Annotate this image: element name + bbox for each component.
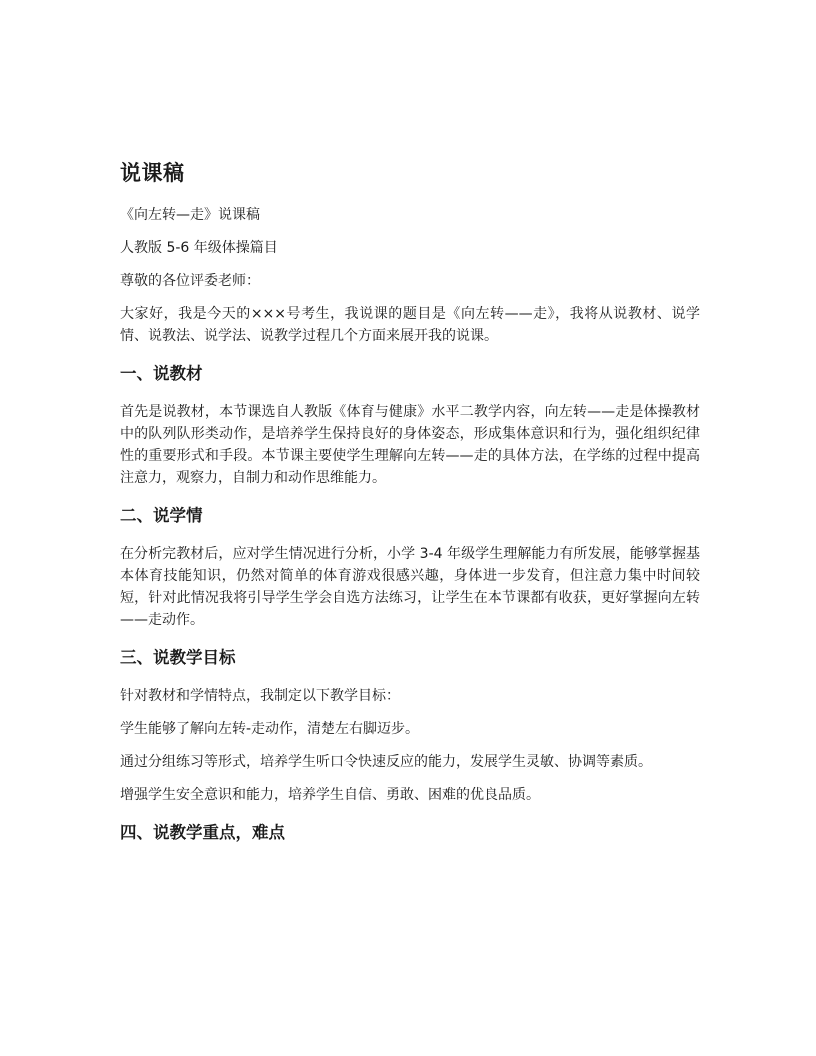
- section-heading-textbook: 一、说教材: [120, 364, 203, 383]
- section-paragraph: 首先是说教材，本节课选自人教版《体育与健康》水平二教学内容，向左转——走是体操教材中的队列队形类动作，是培养学生保持良好的身体姿态，形成集体意识和行为，强化组织纪律性的重要形式和手段。本节课主要使学生理解向左转——走的具体方法，在学练的过程中提高注意力，观察力，自制力和动作思维能力。: [120, 404, 700, 486]
- document-title: 说课稿: [120, 161, 185, 185]
- section-paragraph: 在分析完教材后，应对学生情况进行分析，小学 3-4 年级学生理解能力有所发展，能够掌握基本体育技能知识，仍然对简单的体育游戏很感兴趣，身体进一步发育，但注意力集中时间较短，针对此情况我将引导学生学会自选方法练习，让学生在本节课都有收获，更好掌握向左转——走动作。: [120, 546, 700, 628]
- section-paragraph: 针对教材和学情特点，我制定以下教学目标：: [120, 688, 400, 704]
- section-heading-student-analysis: 二、说学情: [120, 506, 203, 525]
- section-heading-key-points: 四、说教学重点，难点: [120, 823, 285, 842]
- section-paragraph: 增强学生安全意识和能力，培养学生自信、勇敢、困难的优良品质。: [120, 787, 540, 803]
- section-paragraph: 学生能够了解向左转-走动作，清楚左右脚迈步。: [120, 721, 420, 737]
- intro-paragraph: 大家好，我是今天的×××号考生，我说课的题目是《向左转——走》，我将从说教材、说学情、说教法、说学法、说教学过程几个方面来展开我的说课。: [120, 306, 700, 344]
- edition-line: 人教版 5-6 年级体操篇目: [120, 240, 278, 256]
- lesson-subtitle: 《向左转—走》说课稿: [120, 207, 260, 223]
- section-paragraph: 通过分组练习等形式，培养学生听口令快速反应的能力，发展学生灵敏、协调等素质。: [120, 754, 652, 770]
- document-body: [120, 156, 700, 860]
- greeting-line: 尊敬的各位评委老师：: [120, 273, 260, 289]
- section-heading-teaching-goals: 三、说教学目标: [120, 648, 236, 667]
